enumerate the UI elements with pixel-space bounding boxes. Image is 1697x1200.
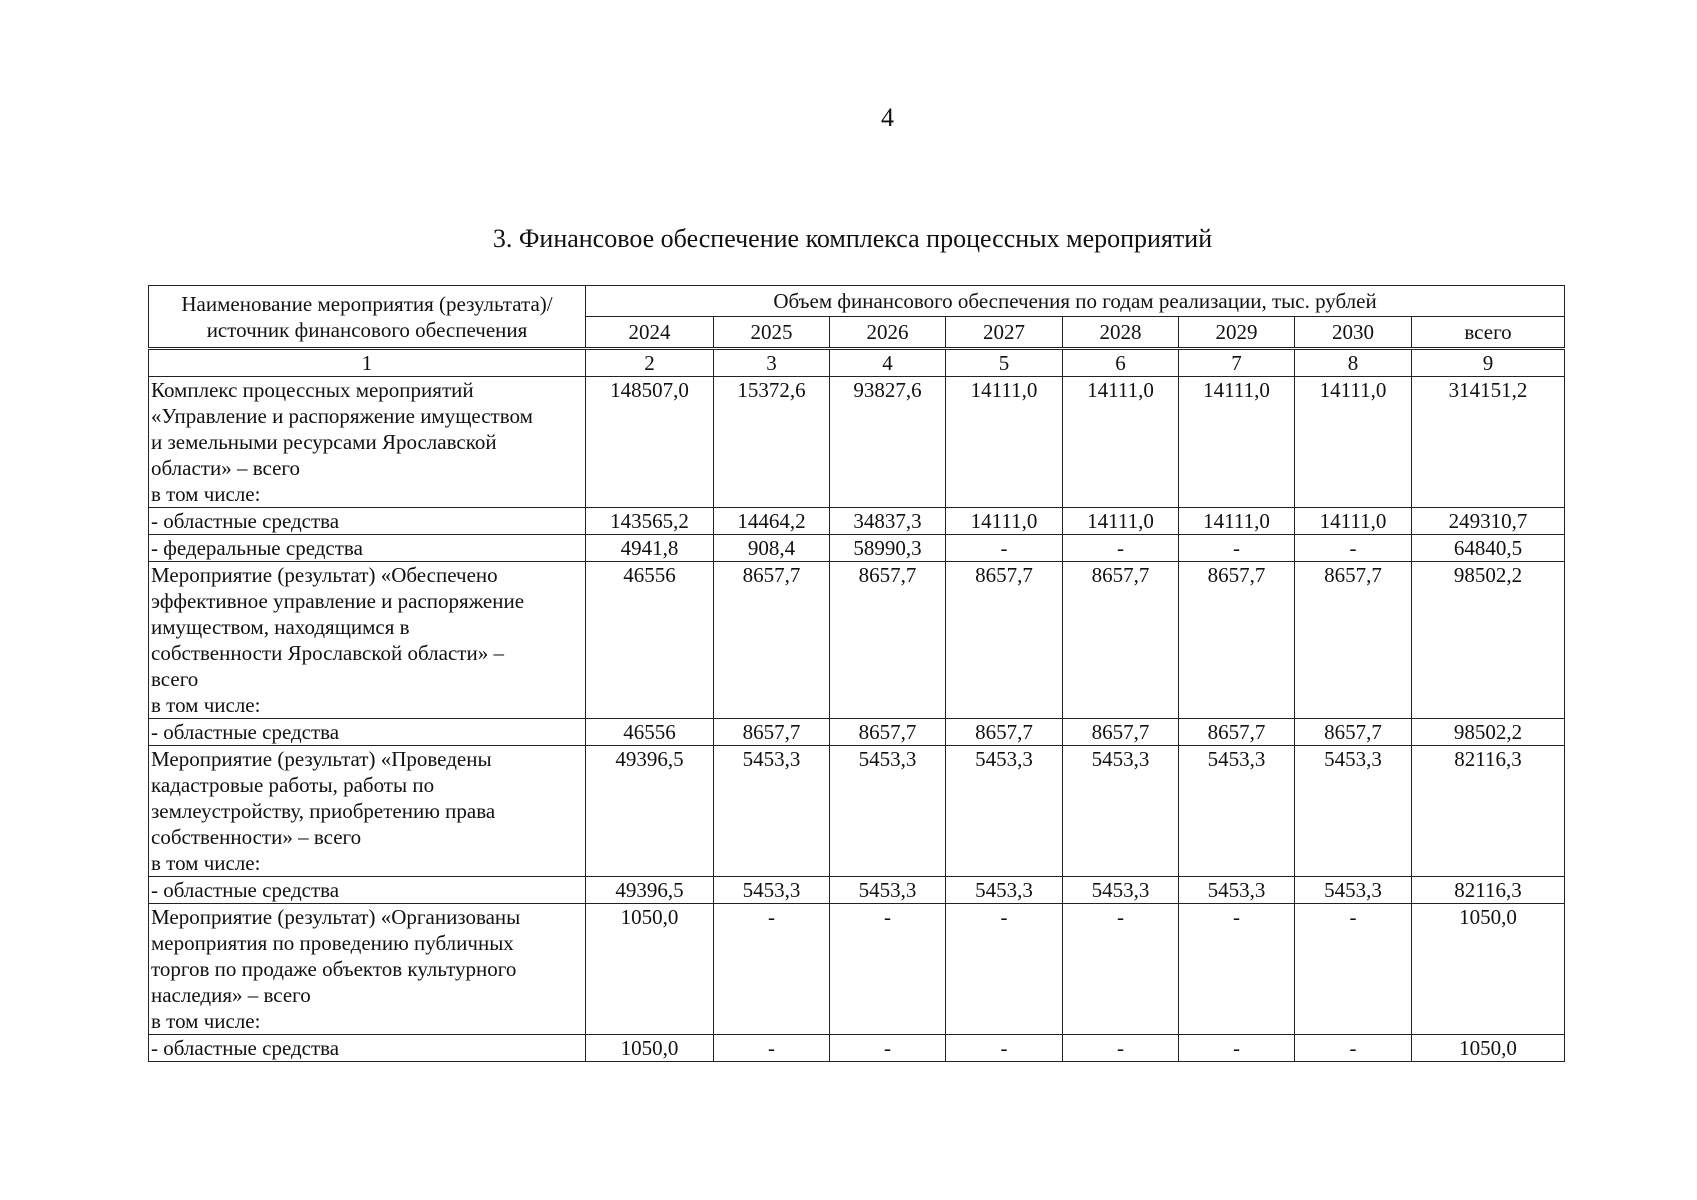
- column-number-cell: 6: [1063, 349, 1179, 377]
- row-total-cell: 1050,0: [1412, 1035, 1565, 1062]
- row-value-cell: 5453,3: [830, 746, 946, 877]
- row-name-cell: [149, 377, 586, 508]
- row-value-cell: 4941,8: [586, 535, 714, 562]
- column-number-cell: 8: [1295, 349, 1412, 377]
- row-value-cell: 8657,7: [830, 719, 946, 746]
- year-header-cell: 2028: [1063, 317, 1179, 349]
- row-name-line: - областные средства: [151, 1036, 340, 1060]
- row-name-cell: [149, 1035, 586, 1062]
- row-value-cell: -: [946, 1035, 1063, 1062]
- row-value-cell: 14464,2: [714, 508, 830, 535]
- row-value-cell: -: [1063, 535, 1179, 562]
- row-name-cell: [149, 877, 586, 904]
- row-value-cell: 5453,3: [946, 877, 1063, 904]
- column-number-cell: 9: [1412, 349, 1565, 377]
- year-header-cell: 2025: [714, 317, 830, 349]
- row-name-cell: [149, 746, 586, 877]
- row-value-cell: -: [1063, 1035, 1179, 1062]
- row-total-cell: 64840,5: [1412, 535, 1565, 562]
- row-name-line: Мероприятие (результат) «Организованы: [151, 905, 521, 929]
- table-header: [149, 286, 1565, 377]
- row-name-line: в том числе:: [151, 1009, 261, 1033]
- row-name-line: «Управление и распоряжение имуществом: [151, 404, 533, 428]
- row-value-cell: 14111,0: [1179, 377, 1295, 508]
- row-value-cell: 908,4: [714, 535, 830, 562]
- row-value-cell: 8657,7: [714, 719, 830, 746]
- table-row: [149, 377, 1565, 508]
- row-value-cell: -: [1295, 1035, 1412, 1062]
- row-value-cell: 5453,3: [1295, 877, 1412, 904]
- row-value-cell: -: [1179, 535, 1295, 562]
- row-total-cell: 98502,2: [1412, 719, 1565, 746]
- row-value-cell: 1050,0: [586, 904, 714, 1035]
- table-body: [149, 377, 1565, 1062]
- row-name-line: - областные средства: [151, 720, 340, 744]
- row-value-cell: -: [1179, 1035, 1295, 1062]
- row-value-cell: -: [946, 904, 1063, 1035]
- row-name-line: Комплекс процессных мероприятий: [151, 378, 474, 402]
- row-value-cell: 14111,0: [1295, 508, 1412, 535]
- row-value-cell: 46556: [586, 562, 714, 719]
- row-value-cell: 14111,0: [1179, 508, 1295, 535]
- header-name-cell: [149, 286, 586, 349]
- row-value-cell: 5453,3: [946, 746, 1063, 877]
- row-value-cell: 5453,3: [1179, 877, 1295, 904]
- table-row: [149, 904, 1565, 1035]
- row-value-cell: -: [830, 904, 946, 1035]
- row-value-cell: 14111,0: [1063, 377, 1179, 508]
- row-value-cell: 8657,7: [1179, 719, 1295, 746]
- row-value-cell: -: [946, 535, 1063, 562]
- row-name-line: - областные средства: [151, 878, 340, 902]
- row-name-line: собственности» – всего: [151, 825, 362, 849]
- row-name-cell: [149, 535, 586, 562]
- table-row: [149, 508, 1565, 535]
- row-value-cell: -: [830, 1035, 946, 1062]
- row-value-cell: 8657,7: [1295, 562, 1412, 719]
- row-value-cell: -: [1295, 535, 1412, 562]
- header-name-line: Наименование мероприятия (результата)/: [181, 291, 553, 316]
- year-header-cell: 2030: [1295, 317, 1412, 349]
- section-title: 3. Финансовое обеспечение комплекса процессных мероприятий: [492, 224, 1213, 253]
- row-value-cell: 8657,7: [1179, 562, 1295, 719]
- row-value-cell: 14111,0: [946, 508, 1063, 535]
- column-number-cell: 4: [830, 349, 946, 377]
- row-value-cell: 8657,7: [1063, 719, 1179, 746]
- total-header-cell: всего: [1412, 317, 1565, 349]
- row-value-cell: 8657,7: [714, 562, 830, 719]
- row-value-cell: -: [1063, 904, 1179, 1035]
- row-name-line: торгов по продаже объектов культурного: [151, 957, 517, 981]
- row-value-cell: 5453,3: [1295, 746, 1412, 877]
- row-value-cell: 14111,0: [946, 377, 1063, 508]
- table-row: [149, 877, 1565, 904]
- year-header-cell: 2029: [1179, 317, 1295, 349]
- row-value-cell: 15372,6: [714, 377, 830, 508]
- row-value-cell: 1050,0: [586, 1035, 714, 1062]
- row-total-cell: 82116,3: [1412, 746, 1565, 877]
- column-number-cell: 3: [714, 349, 830, 377]
- row-name-cell: [149, 508, 586, 535]
- column-number-cell: 5: [946, 349, 1063, 377]
- row-name-line: области» – всего: [151, 456, 300, 480]
- year-header-cell: 2024: [586, 317, 714, 349]
- row-value-cell: 5453,3: [1063, 877, 1179, 904]
- row-value-cell: 5453,3: [1063, 746, 1179, 877]
- row-value-cell: -: [1179, 904, 1295, 1035]
- row-name-line: собственности Ярославской области» –: [151, 641, 504, 665]
- row-value-cell: 46556: [586, 719, 714, 746]
- table-row: [149, 746, 1565, 877]
- column-number-cell: 7: [1179, 349, 1295, 377]
- row-name-line: Мероприятие (результат) «Проведены: [151, 747, 492, 771]
- table-row: [149, 562, 1565, 719]
- row-name-line: и земельными ресурсами Ярославской: [151, 430, 497, 454]
- row-name-line: - областные средства: [151, 509, 340, 533]
- row-value-cell: 14111,0: [1295, 377, 1412, 508]
- row-name-line: в том числе:: [151, 482, 261, 506]
- row-value-cell: 8657,7: [1063, 562, 1179, 719]
- year-header-cell: 2026: [830, 317, 946, 349]
- year-header-cell: 2027: [946, 317, 1063, 349]
- row-name-line: землеустройству, приобретению права: [151, 799, 496, 823]
- page-number: 4: [881, 103, 894, 132]
- row-name-line: кадастровые работы, работы по: [151, 773, 435, 797]
- row-value-cell: 93827,6: [830, 377, 946, 508]
- column-number-cell: 1: [149, 349, 586, 377]
- row-value-cell: 5453,3: [714, 746, 830, 877]
- row-value-cell: 49396,5: [586, 746, 714, 877]
- row-value-cell: -: [714, 904, 830, 1035]
- row-name-line: Мероприятие (результат) «Обеспечено: [151, 563, 498, 587]
- row-name-line: эффективное управление и распоряжение: [151, 589, 525, 613]
- row-name-line: мероприятия по проведению публичных: [151, 931, 514, 955]
- header-name-line: источник финансового обеспечения: [206, 317, 528, 342]
- row-value-cell: 5453,3: [830, 877, 946, 904]
- row-name-line: в том числе:: [151, 851, 261, 875]
- row-value-cell: 143565,2: [586, 508, 714, 535]
- row-value-cell: 148507,0: [586, 377, 714, 508]
- table-row: [149, 535, 1565, 562]
- row-name-line: всего: [151, 667, 199, 691]
- row-total-cell: 98502,2: [1412, 562, 1565, 719]
- column-number-row: [149, 349, 1565, 377]
- row-value-cell: 34837,3: [830, 508, 946, 535]
- row-name-line: в том числе:: [151, 693, 261, 717]
- row-name-line: - федеральные средства: [151, 536, 363, 560]
- row-value-cell: 5453,3: [1179, 746, 1295, 877]
- row-name-cell: [149, 562, 586, 719]
- row-name-line: имуществом, находящимся в: [151, 615, 410, 639]
- row-name-cell: [149, 719, 586, 746]
- row-total-cell: 82116,3: [1412, 877, 1565, 904]
- row-value-cell: 14111,0: [1063, 508, 1179, 535]
- row-value-cell: 8657,7: [830, 562, 946, 719]
- table-row: [149, 1035, 1565, 1062]
- row-value-cell: 5453,3: [714, 877, 830, 904]
- column-number-cell: 2: [586, 349, 714, 377]
- row-name-line: наследия» – всего: [151, 983, 311, 1007]
- row-value-cell: 8657,7: [946, 562, 1063, 719]
- row-total-cell: 314151,2: [1412, 377, 1565, 508]
- row-total-cell: 249310,7: [1412, 508, 1565, 535]
- row-value-cell: -: [1295, 904, 1412, 1035]
- financial-table: [148, 285, 1565, 1062]
- row-total-cell: 1050,0: [1412, 904, 1565, 1035]
- row-value-cell: 8657,7: [1295, 719, 1412, 746]
- row-value-cell: 8657,7: [946, 719, 1063, 746]
- row-name-cell: [149, 904, 586, 1035]
- row-value-cell: 58990,3: [830, 535, 946, 562]
- row-value-cell: -: [714, 1035, 830, 1062]
- row-value-cell: 49396,5: [586, 877, 714, 904]
- header-group-cell: Объем финансового обеспечения по годам реализации, тыс. рублей: [586, 286, 1565, 317]
- table-row: [149, 719, 1565, 746]
